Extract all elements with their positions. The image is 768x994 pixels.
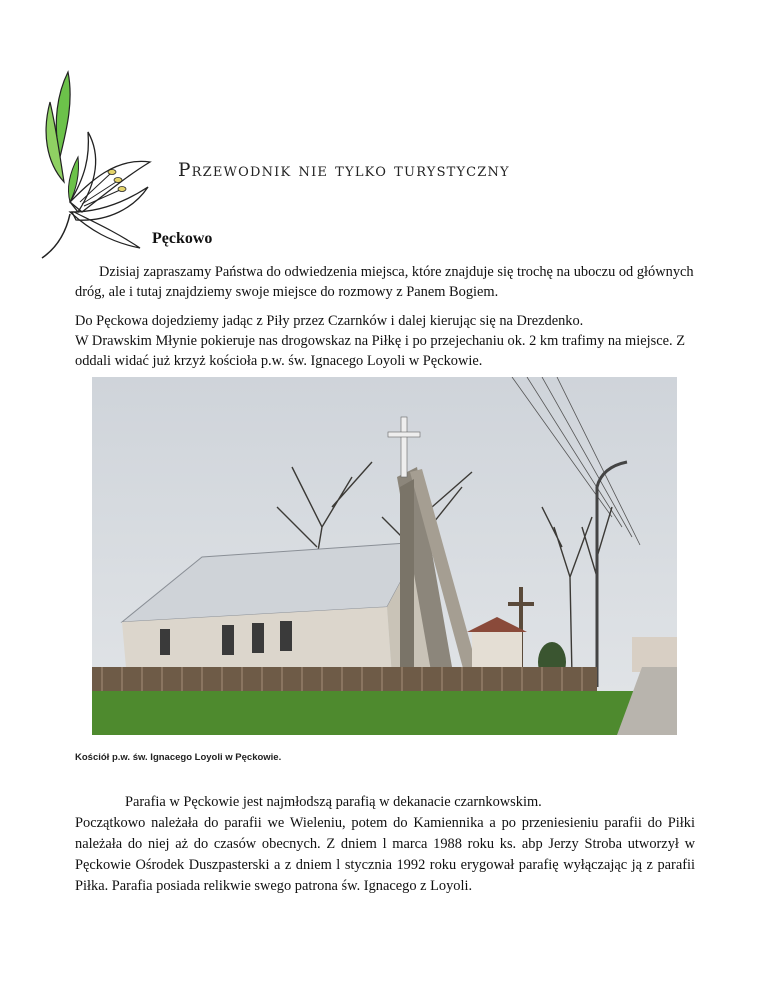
photo-caption: Kościół p.w. św. Ignacego Loyoli w Pęckowie.	[75, 752, 282, 763]
parish-history-paragraph	[75, 792, 695, 897]
guide-header-title: Przewodnik nie tylko turystyczny	[178, 160, 510, 181]
directions-line-2: W Drawskim Młynie pokieruje nas drogowskaz na Piłkę i po przejechaniu ok. 2 km trafimy na miejsce. Z oddali widać już krzyż kościoła p.w. św. Ignacego Loyoli w Pęckowie.	[75, 333, 685, 369]
church-photo	[92, 377, 677, 735]
parish-history-text: Początkowo należała do parafii we Wieleniu, potem do Kamiennika a po przeniesieniu parafii do Piłki należała do niej aż do czasów obecnych. Z dniem l marca 1988 roku ks. abp Jerzy Stroba utworzył w Pęckowie Ośrodek Duszpasterski a z dniem l stycznia 1992 roku erygował parafię wyłączając ją z parafii Piłka. Parafia posiada relikwie swego patrona św. Ignacego z Loyoli.	[75, 815, 695, 894]
parish-history-first-line: Parafia w Pęckowie jest najmłodszą parafią w dekanacie czarnkowskim.	[125, 794, 542, 810]
directions-paragraph	[75, 311, 695, 371]
directions-line-1: Do Pęckowa dojedziemy jadąc z Piły przez Czarnków i dalej kierując się na Drezdenko.	[75, 313, 584, 329]
intro-paragraph: Dzisiaj zapraszamy Państwa do odwiedzenia miejsca, które znajduje się trochę na uboczu od głównych dróg, ale i tutaj znajdziemy swoje miejsce do rozmowy z Panem Bogiem.	[75, 264, 694, 300]
place-title: Pęckowo	[152, 230, 213, 247]
